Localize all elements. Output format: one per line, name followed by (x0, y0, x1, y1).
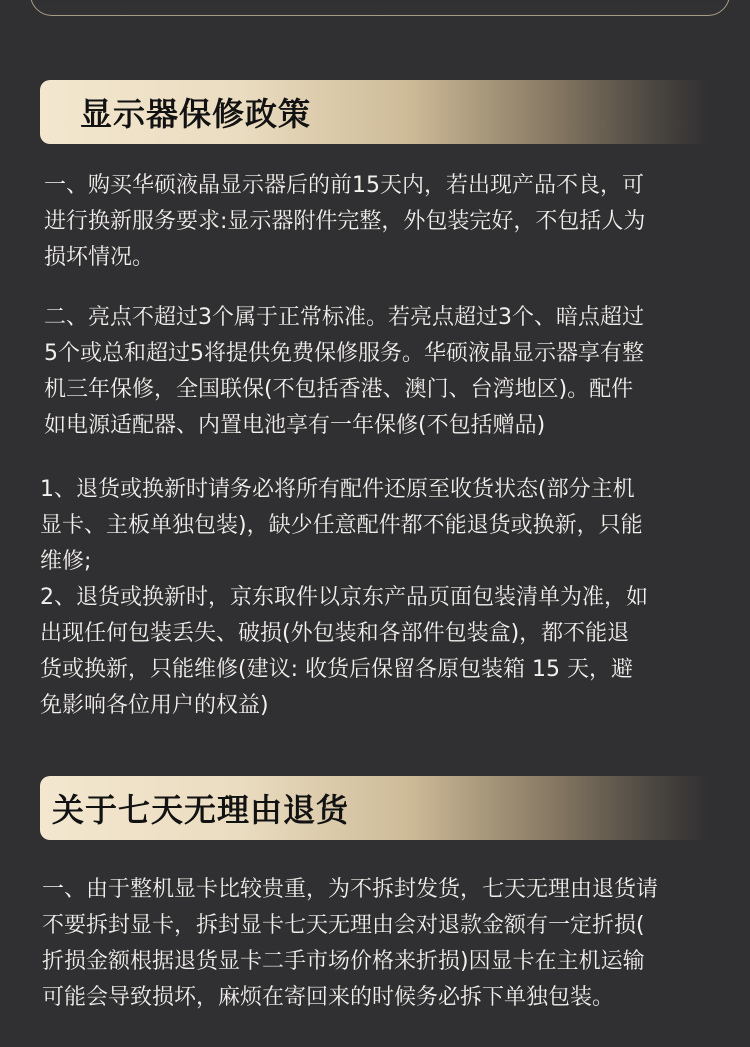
warranty-policy-header (40, 80, 710, 144)
return-exchange-notes: 1、退货或换新时请务必将所有配件还原至收货状态(部分主机 显卡、主板单独包装)，缺少任意配件都不能退货或换新，只能 维修; 2、退货或换新时，京东取件以京东产品页面包装清单为准，如 出现任何包装丢失、破损(外包装和各部件包装盒)，都不能退 货或换新，只能维修(建议: 收货后保留各原包装箱 15 天，避 免影响各位用户的权益) (40, 477, 648, 718)
warranty-policy-title: 显示器保修政策 (80, 95, 312, 133)
warranty-paragraph-2: 二、亮点不超过3个属于正常标准。若亮点超过3个、暗点超过 5个或总和超过5将提供免费保修服务。华硕液晶显示器享有整 机三年保修，全国联保(不包括香港、澳门、台湾地区)。配件 如电源适配器、内置电池享有一年保修(不包括赠品) (44, 305, 644, 438)
seven-day-return-paragraph: 一、由于整机显卡比较贵重，为不拆封发货，七天无理由退货请 不要拆封显卡，拆封显卡七天无理由会对退款金额有一定折损( 折损金额根据退货显卡二手市场价格来折损)因显卡在主机运输 可能会导致损坏，麻烦在寄回来的时候务必拆下单独包装。 (42, 877, 659, 1010)
seven-day-return-title: 关于七天无理由退货 (52, 791, 350, 829)
warranty-paragraph-1: 一、购买华硕液晶显示器后的前15天内，若出现产品不良，可 进行换新服务要求:显示器附件完整，外包装完好，不包括人为 损坏情况。 (44, 173, 646, 270)
top-frame-panel (30, 0, 730, 16)
seven-day-return-header (40, 776, 710, 840)
